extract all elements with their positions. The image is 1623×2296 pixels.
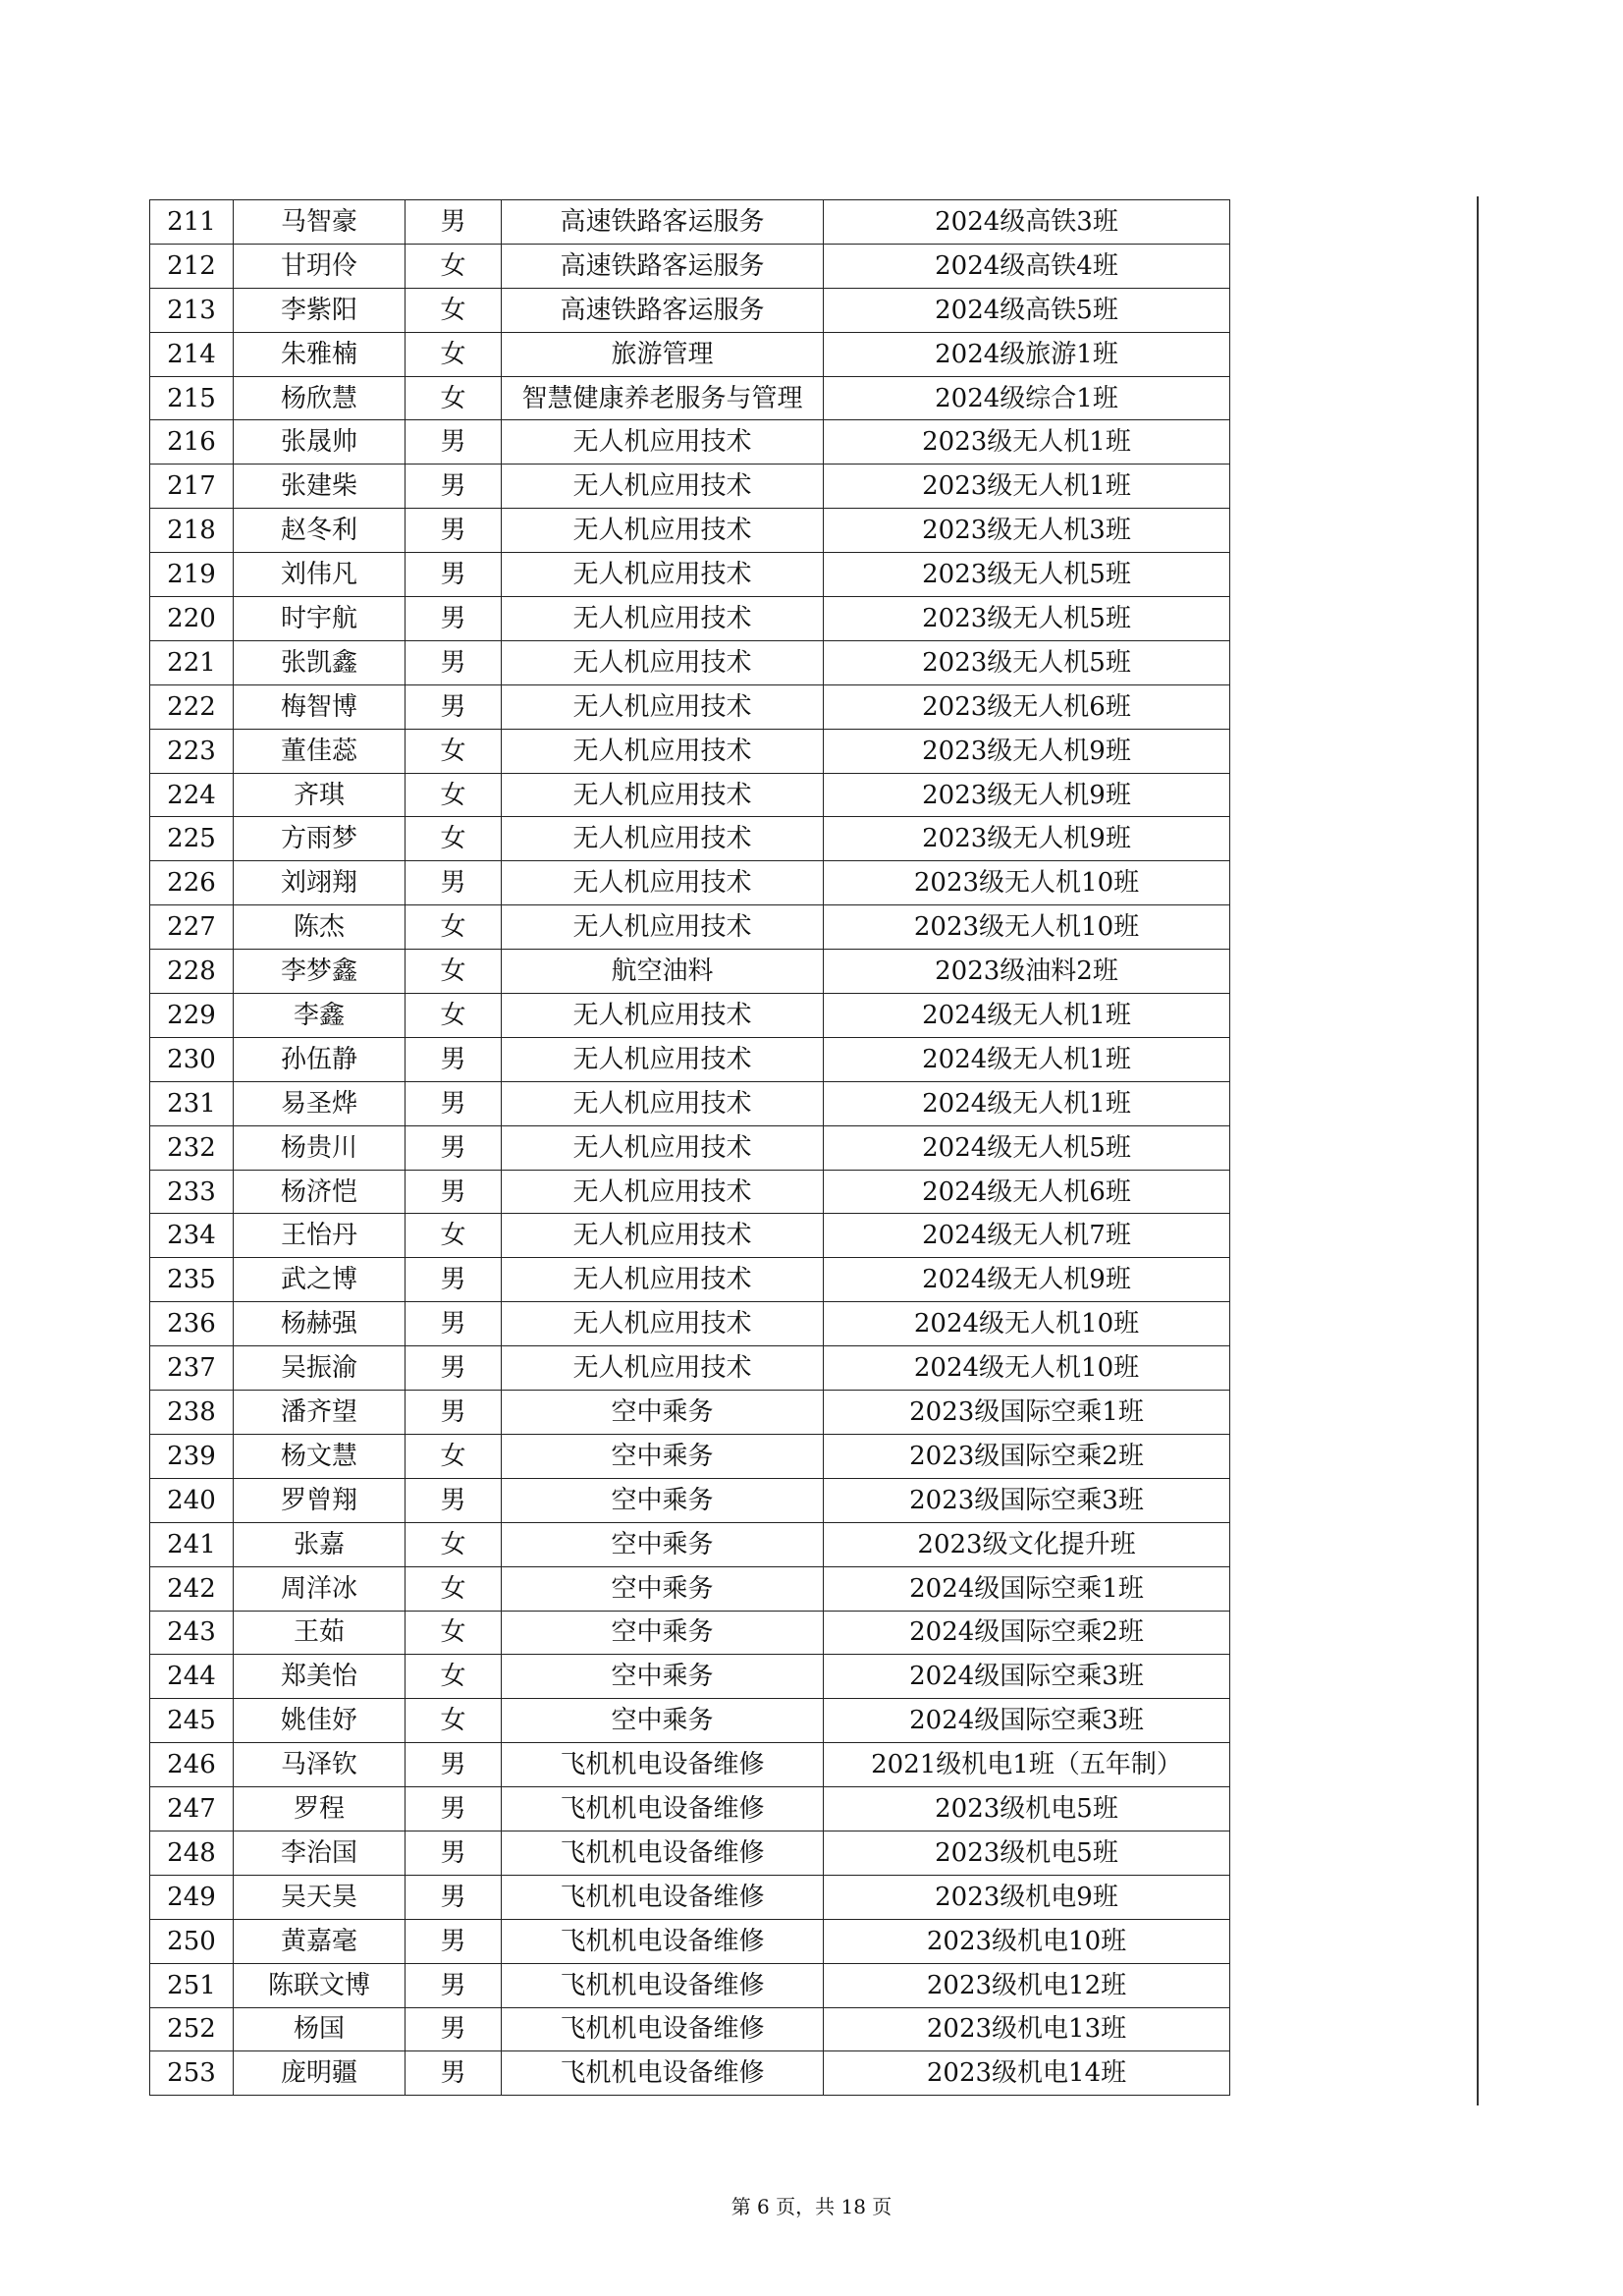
major-cell: 飞机机电设备维修 [502,1787,824,1831]
row-number: 212 [150,244,234,288]
gender-cell: 女 [406,773,502,817]
student-name: 李梦鑫 [234,950,406,994]
table-row [150,509,1230,553]
major-cell: 无人机应用技术 [502,905,824,950]
class-cell: 2023级机电14班 [824,2051,1230,2096]
major-cell: 飞机机电设备维修 [502,1743,824,1787]
table-row [150,1919,1230,1963]
gender-cell: 男 [406,465,502,509]
student-name: 马泽钦 [234,1743,406,1787]
class-cell: 2023级油料2班 [824,950,1230,994]
row-number: 211 [150,200,234,245]
student-name: 杨赫强 [234,1302,406,1346]
gender-cell: 男 [406,509,502,553]
class-cell: 2023级机电5班 [824,1831,1230,1875]
row-number: 239 [150,1434,234,1478]
class-cell: 2023级机电12班 [824,1963,1230,2007]
row-number: 245 [150,1699,234,1743]
major-cell: 飞机机电设备维修 [502,2007,824,2051]
student-name: 董佳蕊 [234,729,406,773]
row-number: 248 [150,1831,234,1875]
student-name: 罗程 [234,1787,406,1831]
major-cell: 无人机应用技术 [502,640,824,684]
gender-cell: 男 [406,1963,502,2007]
row-number: 253 [150,2051,234,2096]
student-name: 李紫阳 [234,288,406,332]
class-cell: 2024级旅游1班 [824,332,1230,376]
gender-cell: 男 [406,553,502,597]
class-cell: 2024级无人机7班 [824,1214,1230,1258]
row-number: 227 [150,905,234,950]
major-cell: 无人机应用技术 [502,1302,824,1346]
row-number: 243 [150,1611,234,1655]
student-name: 时宇航 [234,597,406,641]
gender-cell: 男 [406,861,502,905]
gender-cell: 女 [406,1522,502,1566]
gender-cell: 男 [406,1037,502,1081]
class-cell: 2023级无人机1班 [824,420,1230,465]
table-row [150,640,1230,684]
row-number: 233 [150,1170,234,1214]
row-number: 230 [150,1037,234,1081]
row-number: 226 [150,861,234,905]
page-footer: 第 6 页，共 18 页 [730,2195,893,2218]
class-cell: 2023级无人机5班 [824,640,1230,684]
margin-divider [1477,196,1479,2105]
gender-cell: 女 [406,376,502,420]
student-name: 刘伟凡 [234,553,406,597]
table-row [150,861,1230,905]
row-number: 242 [150,1566,234,1611]
class-cell: 2023级无人机9班 [824,817,1230,861]
table-row [150,1214,1230,1258]
table-row [150,1875,1230,1919]
major-cell: 无人机应用技术 [502,1346,824,1391]
major-cell: 空中乘务 [502,1611,824,1655]
gender-cell: 男 [406,1875,502,1919]
class-cell: 2024级无人机5班 [824,1125,1230,1170]
major-cell: 航空油料 [502,950,824,994]
student-name: 刘翊翔 [234,861,406,905]
gender-cell: 男 [406,1081,502,1125]
table-row [150,729,1230,773]
major-cell: 无人机应用技术 [502,509,824,553]
table-row [150,1611,1230,1655]
table-row [150,1566,1230,1611]
table-row [150,905,1230,950]
gender-cell: 女 [406,1611,502,1655]
major-cell: 无人机应用技术 [502,1125,824,1170]
gender-cell: 女 [406,950,502,994]
row-number: 213 [150,288,234,332]
gender-cell: 男 [406,1787,502,1831]
class-cell: 2023级无人机10班 [824,861,1230,905]
gender-cell: 女 [406,244,502,288]
student-name: 姚佳妤 [234,1699,406,1743]
table-row [150,2051,1230,2096]
major-cell: 空中乘务 [502,1478,824,1522]
row-number: 215 [150,376,234,420]
row-number: 219 [150,553,234,597]
gender-cell: 男 [406,1478,502,1522]
student-name: 罗曾翔 [234,1478,406,1522]
student-name: 黄嘉毫 [234,1919,406,1963]
row-number: 223 [150,729,234,773]
row-number: 218 [150,509,234,553]
class-cell: 2024级无人机1班 [824,1037,1230,1081]
table-row [150,1699,1230,1743]
class-cell: 2023级国际空乘2班 [824,1434,1230,1478]
table-row [150,1522,1230,1566]
student-name: 周洋冰 [234,1566,406,1611]
major-cell: 空中乘务 [502,1699,824,1743]
gender-cell: 女 [406,1214,502,1258]
row-number: 217 [150,465,234,509]
row-number: 220 [150,597,234,641]
gender-cell: 男 [406,1391,502,1435]
student-name: 马智豪 [234,200,406,245]
gender-cell: 男 [406,1831,502,1875]
class-cell: 2024级高铁4班 [824,244,1230,288]
table-row [150,1258,1230,1302]
gender-cell: 女 [406,817,502,861]
row-number: 240 [150,1478,234,1522]
row-number: 232 [150,1125,234,1170]
gender-cell: 男 [406,1743,502,1787]
student-name: 吴天昊 [234,1875,406,1919]
student-name: 张晟帅 [234,420,406,465]
major-cell: 无人机应用技术 [502,817,824,861]
table-row [150,1125,1230,1170]
class-cell: 2023级无人机9班 [824,729,1230,773]
class-cell: 2023级无人机5班 [824,597,1230,641]
student-roster-table [149,199,1230,2096]
row-number: 235 [150,1258,234,1302]
student-name: 张凯鑫 [234,640,406,684]
table-row [150,1081,1230,1125]
gender-cell: 女 [406,288,502,332]
table-row [150,288,1230,332]
class-cell: 2021级机电1班（五年制） [824,1743,1230,1787]
row-number: 246 [150,1743,234,1787]
row-number: 229 [150,994,234,1038]
class-cell: 2024级高铁5班 [824,288,1230,332]
table-row [150,1434,1230,1478]
major-cell: 无人机应用技术 [502,465,824,509]
major-cell: 无人机应用技术 [502,861,824,905]
major-cell: 高速铁路客运服务 [502,200,824,245]
student-name: 李治国 [234,1831,406,1875]
table-row [150,376,1230,420]
table-row [150,1831,1230,1875]
row-number: 251 [150,1963,234,2007]
student-name: 杨济恺 [234,1170,406,1214]
row-number: 222 [150,684,234,729]
major-cell: 无人机应用技术 [502,773,824,817]
student-name: 朱雅楠 [234,332,406,376]
major-cell: 飞机机电设备维修 [502,1963,824,2007]
table-row [150,817,1230,861]
student-name: 庞明疆 [234,2051,406,2096]
student-name: 吴振渝 [234,1346,406,1391]
gender-cell: 男 [406,597,502,641]
row-number: 250 [150,1919,234,1963]
row-number: 228 [150,950,234,994]
row-number: 249 [150,1875,234,1919]
table-row [150,950,1230,994]
row-number: 214 [150,332,234,376]
class-cell: 2024级无人机9班 [824,1258,1230,1302]
gender-cell: 女 [406,905,502,950]
table-row [150,994,1230,1038]
table-row [150,1478,1230,1522]
row-number: 224 [150,773,234,817]
gender-cell: 男 [406,1170,502,1214]
table-row [150,1743,1230,1787]
student-name: 杨贵川 [234,1125,406,1170]
row-number: 247 [150,1787,234,1831]
class-cell: 2024级无人机1班 [824,994,1230,1038]
class-cell: 2024级国际空乘3班 [824,1655,1230,1699]
student-name: 孙伍静 [234,1037,406,1081]
major-cell: 飞机机电设备维修 [502,1875,824,1919]
class-cell: 2023级机电10班 [824,1919,1230,1963]
row-number: 234 [150,1214,234,1258]
student-name: 潘齐望 [234,1391,406,1435]
major-cell: 无人机应用技术 [502,994,824,1038]
major-cell: 飞机机电设备维修 [502,1919,824,1963]
gender-cell: 男 [406,640,502,684]
row-number: 225 [150,817,234,861]
gender-cell: 男 [406,1125,502,1170]
table-row [150,1037,1230,1081]
class-cell: 2023级无人机6班 [824,684,1230,729]
major-cell: 飞机机电设备维修 [502,2051,824,2096]
major-cell: 无人机应用技术 [502,684,824,729]
class-cell: 2023级无人机9班 [824,773,1230,817]
major-cell: 无人机应用技术 [502,729,824,773]
major-cell: 空中乘务 [502,1522,824,1566]
class-cell: 2024级国际空乘3班 [824,1699,1230,1743]
student-name: 王怡丹 [234,1214,406,1258]
student-name: 方雨梦 [234,817,406,861]
class-cell: 2024级无人机1班 [824,1081,1230,1125]
table-row [150,465,1230,509]
table-row [150,1302,1230,1346]
major-cell: 高速铁路客运服务 [502,288,824,332]
row-number: 231 [150,1081,234,1125]
major-cell: 空中乘务 [502,1434,824,1478]
class-cell: 2024级国际空乘1班 [824,1566,1230,1611]
class-cell: 2023级无人机3班 [824,509,1230,553]
gender-cell: 女 [406,1566,502,1611]
class-cell: 2024级无人机6班 [824,1170,1230,1214]
major-cell: 智慧健康养老服务与管理 [502,376,824,420]
gender-cell: 男 [406,200,502,245]
gender-cell: 男 [406,1346,502,1391]
table-row [150,1655,1230,1699]
class-cell: 2023级机电13班 [824,2007,1230,2051]
class-cell: 2023级机电5班 [824,1787,1230,1831]
table-row [150,332,1230,376]
major-cell: 无人机应用技术 [502,420,824,465]
major-cell: 飞机机电设备维修 [502,1831,824,1875]
class-cell: 2023级国际空乘1班 [824,1391,1230,1435]
table-row [150,684,1230,729]
row-number: 221 [150,640,234,684]
row-number: 241 [150,1522,234,1566]
row-number: 244 [150,1655,234,1699]
student-name: 武之博 [234,1258,406,1302]
table-row [150,2007,1230,2051]
class-cell: 2023级无人机1班 [824,465,1230,509]
class-cell: 2023级无人机10班 [824,905,1230,950]
gender-cell: 男 [406,1258,502,1302]
class-cell: 2024级综合1班 [824,376,1230,420]
table-row [150,773,1230,817]
class-cell: 2023级机电9班 [824,1875,1230,1919]
table-row [150,597,1230,641]
gender-cell: 男 [406,2007,502,2051]
gender-cell: 男 [406,2051,502,2096]
table-row [150,1346,1230,1391]
gender-cell: 女 [406,1699,502,1743]
major-cell: 无人机应用技术 [502,1214,824,1258]
roster-body [150,200,1230,2096]
gender-cell: 女 [406,729,502,773]
major-cell: 无人机应用技术 [502,1170,824,1214]
row-number: 237 [150,1346,234,1391]
table-row [150,200,1230,245]
student-name: 梅智博 [234,684,406,729]
gender-cell: 女 [406,994,502,1038]
student-name: 甘玥伶 [234,244,406,288]
gender-cell: 男 [406,1919,502,1963]
class-cell: 2023级文化提升班 [824,1522,1230,1566]
major-cell: 高速铁路客运服务 [502,244,824,288]
student-name: 杨文慧 [234,1434,406,1478]
row-number: 216 [150,420,234,465]
class-cell: 2024级无人机10班 [824,1302,1230,1346]
class-cell: 2023级国际空乘3班 [824,1478,1230,1522]
major-cell: 无人机应用技术 [502,1258,824,1302]
gender-cell: 男 [406,684,502,729]
student-name: 郑美怡 [234,1655,406,1699]
major-cell: 空中乘务 [502,1391,824,1435]
class-cell: 2024级无人机10班 [824,1346,1230,1391]
major-cell: 无人机应用技术 [502,553,824,597]
student-name: 杨欣慧 [234,376,406,420]
student-name: 易圣烨 [234,1081,406,1125]
major-cell: 无人机应用技术 [502,1081,824,1125]
class-cell: 2023级无人机5班 [824,553,1230,597]
student-name: 杨国 [234,2007,406,2051]
table-row [150,244,1230,288]
gender-cell: 女 [406,1655,502,1699]
student-name: 张嘉 [234,1522,406,1566]
student-name: 陈联文博 [234,1963,406,2007]
major-cell: 空中乘务 [502,1655,824,1699]
student-name: 王茹 [234,1611,406,1655]
gender-cell: 男 [406,420,502,465]
table-row [150,1963,1230,2007]
table-row [150,553,1230,597]
gender-cell: 女 [406,1434,502,1478]
student-name: 李鑫 [234,994,406,1038]
major-cell: 无人机应用技术 [502,597,824,641]
gender-cell: 女 [406,332,502,376]
table-row [150,1170,1230,1214]
class-cell: 2024级国际空乘2班 [824,1611,1230,1655]
gender-cell: 男 [406,1302,502,1346]
student-name: 张建柴 [234,465,406,509]
table-row [150,1391,1230,1435]
table-row [150,420,1230,465]
class-cell: 2024级高铁3班 [824,200,1230,245]
row-number: 238 [150,1391,234,1435]
major-cell: 空中乘务 [502,1566,824,1611]
row-number: 236 [150,1302,234,1346]
row-number: 252 [150,2007,234,2051]
major-cell: 旅游管理 [502,332,824,376]
major-cell: 无人机应用技术 [502,1037,824,1081]
table-row [150,1787,1230,1831]
student-name: 赵冬利 [234,509,406,553]
student-name: 陈杰 [234,905,406,950]
student-name: 齐琪 [234,773,406,817]
